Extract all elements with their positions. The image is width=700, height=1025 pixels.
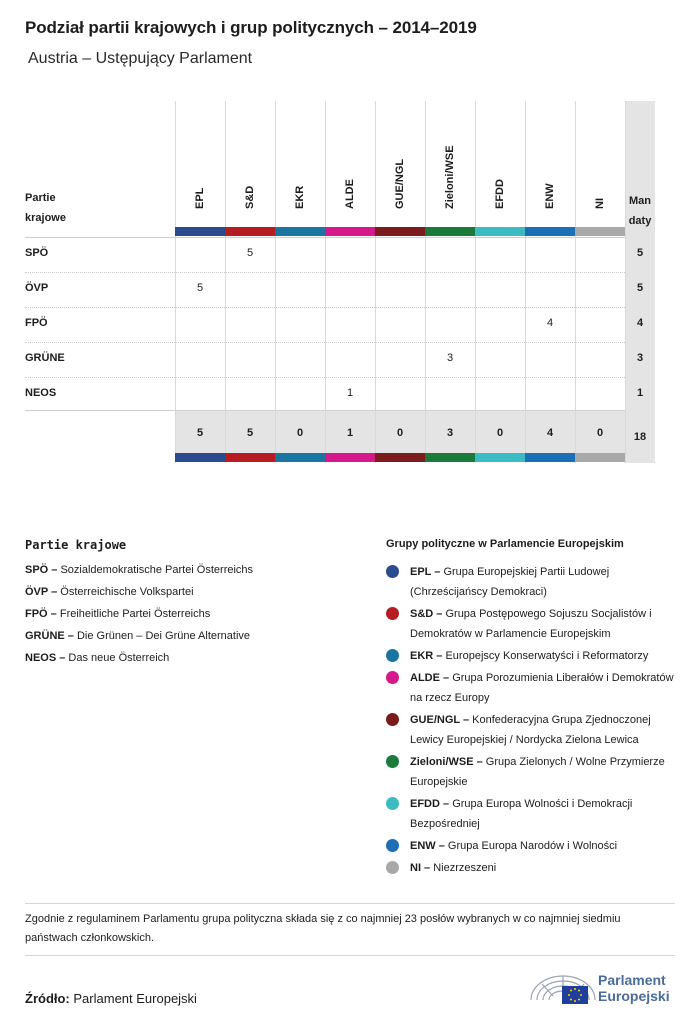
group-name: Niezrzeszeni bbox=[433, 862, 497, 874]
separator: – bbox=[439, 672, 453, 684]
mandate-column-header: Mandaty bbox=[628, 195, 652, 227]
group-abbr: GUE/NGL bbox=[410, 714, 460, 726]
group-total: 1 bbox=[346, 427, 354, 439]
group-color-dot-icon bbox=[386, 839, 399, 852]
group-header-label: NI bbox=[594, 198, 606, 209]
grand-total: 18 bbox=[633, 431, 647, 443]
group-color-bar bbox=[175, 453, 225, 462]
separator: – bbox=[473, 756, 486, 768]
group-legend-title: Grupy polityczne w Parlamencie Europejskim bbox=[386, 538, 624, 550]
party-abbr: GRÜNE bbox=[25, 630, 65, 642]
group-header bbox=[325, 101, 375, 227]
separator: – bbox=[459, 714, 473, 726]
source-line bbox=[25, 991, 197, 1006]
table-row-total: 4 bbox=[636, 317, 644, 329]
group-abbr: NI bbox=[410, 862, 421, 874]
separator: – bbox=[48, 586, 61, 598]
rules-note: Zgodnie z regulaminem Parlamentu grupa polityczna składa się z co najmniej 23 posłów wybranych w co najmniej siedmiu państwach członkowskich. bbox=[25, 913, 621, 944]
group-color-dot-icon bbox=[386, 713, 399, 726]
header-divider bbox=[25, 237, 625, 238]
table-row-total: 3 bbox=[636, 352, 644, 364]
separator: – bbox=[435, 840, 448, 852]
logo-line1: Parlament bbox=[598, 972, 666, 988]
group-header bbox=[425, 101, 475, 227]
group-total: 0 bbox=[496, 427, 504, 439]
party-column-header bbox=[25, 188, 66, 228]
group-header-label: ALDE bbox=[344, 179, 356, 209]
group-color-dot-icon bbox=[386, 671, 399, 684]
group-total: 0 bbox=[296, 427, 304, 439]
group-header bbox=[525, 101, 575, 227]
group-total: 3 bbox=[446, 427, 454, 439]
group-name: Grupa Porozumienia Liberałów i Demokratów na rzecz Europy bbox=[410, 672, 674, 704]
group-header bbox=[275, 101, 325, 227]
ep-logo-text bbox=[598, 972, 670, 1004]
hemicycle-icon bbox=[528, 966, 598, 1006]
table-cell: 3 bbox=[446, 352, 454, 364]
group-color-bar bbox=[375, 227, 425, 236]
group-name: Grupa Postępowego Sojuszu Socjalistów i Demokratów w Parlamencie Europejskim bbox=[410, 608, 652, 640]
table-row-party: NEOS bbox=[25, 387, 57, 399]
page-subtitle: Austria – Ustępujący Parlament bbox=[28, 50, 253, 67]
table-cell: 1 bbox=[346, 387, 354, 399]
table-cell: 5 bbox=[246, 247, 254, 259]
group-color-bar bbox=[225, 453, 275, 462]
group-legend-item bbox=[386, 858, 681, 878]
table-row-total: 5 bbox=[636, 282, 644, 294]
separator: – bbox=[433, 650, 446, 662]
group-total: 5 bbox=[196, 427, 204, 439]
group-color-dot-icon bbox=[386, 649, 399, 662]
group-name: Grupa Europa Narodów i Wolności bbox=[447, 840, 618, 852]
group-color-bar bbox=[325, 227, 375, 236]
logo-line2: Europejski bbox=[598, 988, 670, 1004]
group-legend bbox=[386, 562, 681, 880]
group-abbr: ALDE bbox=[410, 672, 440, 684]
party-name: Die Grünen – Dei Grüne Alternative bbox=[76, 630, 251, 642]
party-legend-item bbox=[25, 605, 253, 627]
group-abbr: EPL bbox=[410, 566, 432, 578]
group-color-bar bbox=[575, 453, 625, 462]
party-legend-item bbox=[25, 561, 253, 583]
group-header-label: GUE/NGL bbox=[394, 158, 406, 209]
party-name: Das neue Österreich bbox=[68, 652, 170, 664]
group-color-bar bbox=[325, 453, 375, 462]
group-abbr: EKR bbox=[410, 650, 434, 662]
party-header-line2: krajowe bbox=[25, 212, 66, 224]
group-color-bar bbox=[425, 227, 475, 236]
group-header bbox=[225, 101, 275, 227]
group-header bbox=[575, 101, 625, 227]
group-name: Konfederacyjna Grupa Zjednoczonej Lewicy Europejskiej / Nordycka Zielona Lewica bbox=[410, 714, 651, 746]
group-header-label: ENW bbox=[544, 183, 556, 209]
source-value: Parlament Europejski bbox=[73, 991, 197, 1006]
group-color-dot-icon bbox=[386, 797, 399, 810]
table-row-party: GRÜNE bbox=[25, 352, 65, 364]
party-header-line1: Partie bbox=[25, 192, 56, 204]
group-name: Grupa Europa Wolności i Demokracji Bezpośredniej bbox=[410, 798, 633, 830]
group-total: 4 bbox=[546, 427, 554, 439]
group-color-dot-icon bbox=[386, 861, 399, 874]
table-cell: 4 bbox=[546, 317, 554, 329]
row-divider bbox=[25, 342, 625, 343]
group-color-bar bbox=[475, 227, 525, 236]
row-divider bbox=[25, 272, 625, 273]
party-abbr: FPÖ bbox=[25, 608, 48, 620]
table-row-total: 1 bbox=[636, 387, 644, 399]
separator: – bbox=[433, 608, 446, 620]
group-legend-item bbox=[386, 646, 681, 666]
group-color-bar bbox=[275, 227, 325, 236]
group-legend-item bbox=[386, 562, 681, 602]
group-header-label: EPL bbox=[194, 187, 206, 209]
group-color-bar bbox=[275, 453, 325, 462]
source-label: Źródło: bbox=[25, 991, 70, 1006]
party-name: Freiheitliche Partei Österreichs bbox=[59, 608, 211, 620]
group-name: Grupa Europejskiej Partii Ludowej (Chrześcijańscy Demokraci) bbox=[410, 566, 610, 598]
party-abbr: ÖVP bbox=[25, 586, 49, 598]
group-color-dot-icon bbox=[386, 607, 399, 620]
party-legend bbox=[25, 561, 253, 671]
group-legend-item bbox=[386, 752, 681, 792]
party-legend-item bbox=[25, 649, 253, 671]
group-name: Grupa Zielonych / Wolne Przymierze Europejskie bbox=[410, 756, 665, 788]
table-cell: 5 bbox=[196, 282, 204, 294]
group-header-label: S&D bbox=[244, 185, 256, 209]
group-header-label: EFDD bbox=[494, 179, 506, 209]
group-header bbox=[175, 101, 225, 227]
party-legend-item bbox=[25, 627, 253, 649]
group-legend-item bbox=[386, 794, 681, 834]
page-title: Podział partii krajowych i grup politycznych – 2014–2019 bbox=[25, 18, 477, 37]
group-color-bar bbox=[575, 227, 625, 236]
group-abbr: ENW bbox=[410, 840, 436, 852]
group-header bbox=[375, 101, 425, 227]
group-color-bar bbox=[475, 453, 525, 462]
group-total: 0 bbox=[396, 427, 404, 439]
divider bbox=[25, 955, 675, 956]
group-color-bar bbox=[175, 227, 225, 236]
group-color-dot-icon bbox=[386, 755, 399, 768]
group-header bbox=[475, 101, 525, 227]
table-row-total: 5 bbox=[636, 247, 644, 259]
separator: – bbox=[47, 608, 60, 620]
group-abbr: EFDD bbox=[410, 798, 440, 810]
group-color-bar bbox=[525, 453, 575, 462]
group-abbr: S&D bbox=[410, 608, 434, 620]
row-divider bbox=[25, 307, 625, 308]
party-name: Sozialdemokratische Partei Österreichs bbox=[60, 564, 254, 576]
group-legend-item bbox=[386, 668, 681, 708]
group-legend-item bbox=[386, 836, 681, 856]
table-row-party: ÖVP bbox=[25, 282, 49, 294]
row-divider bbox=[25, 377, 625, 378]
party-abbr: NEOS bbox=[25, 652, 57, 664]
separator: – bbox=[439, 798, 453, 810]
divider bbox=[25, 903, 675, 904]
group-color-dot-icon bbox=[386, 565, 399, 578]
table-row-party: SPÖ bbox=[25, 247, 49, 259]
group-color-bar bbox=[525, 227, 575, 236]
party-abbr: SPÖ bbox=[25, 564, 49, 576]
group-name: Europejscy Konserwatyści i Reformatorzy bbox=[445, 650, 649, 662]
table-row-party: FPÖ bbox=[25, 317, 48, 329]
totals-divider bbox=[25, 410, 625, 411]
group-total: 0 bbox=[596, 427, 604, 439]
group-color-bar bbox=[225, 227, 275, 236]
group-total: 5 bbox=[246, 427, 254, 439]
party-legend-item bbox=[25, 583, 253, 605]
distribution-table bbox=[25, 101, 655, 463]
party-name: Österreichische Volkspartei bbox=[60, 586, 194, 598]
separator: – bbox=[431, 566, 444, 578]
group-legend-item bbox=[386, 710, 681, 750]
separator: – bbox=[421, 862, 434, 874]
group-header-label: EKR bbox=[294, 185, 306, 209]
group-color-bar bbox=[425, 453, 475, 462]
separator: – bbox=[48, 564, 61, 576]
group-abbr: Zieloni/WSE bbox=[410, 756, 474, 768]
separator: – bbox=[64, 630, 77, 642]
party-legend-title: Partie krajowe bbox=[25, 538, 127, 552]
group-header-label: Zieloni/WSE bbox=[444, 145, 456, 209]
group-legend-item bbox=[386, 604, 681, 644]
group-color-bar bbox=[375, 453, 425, 462]
separator: – bbox=[56, 652, 69, 664]
